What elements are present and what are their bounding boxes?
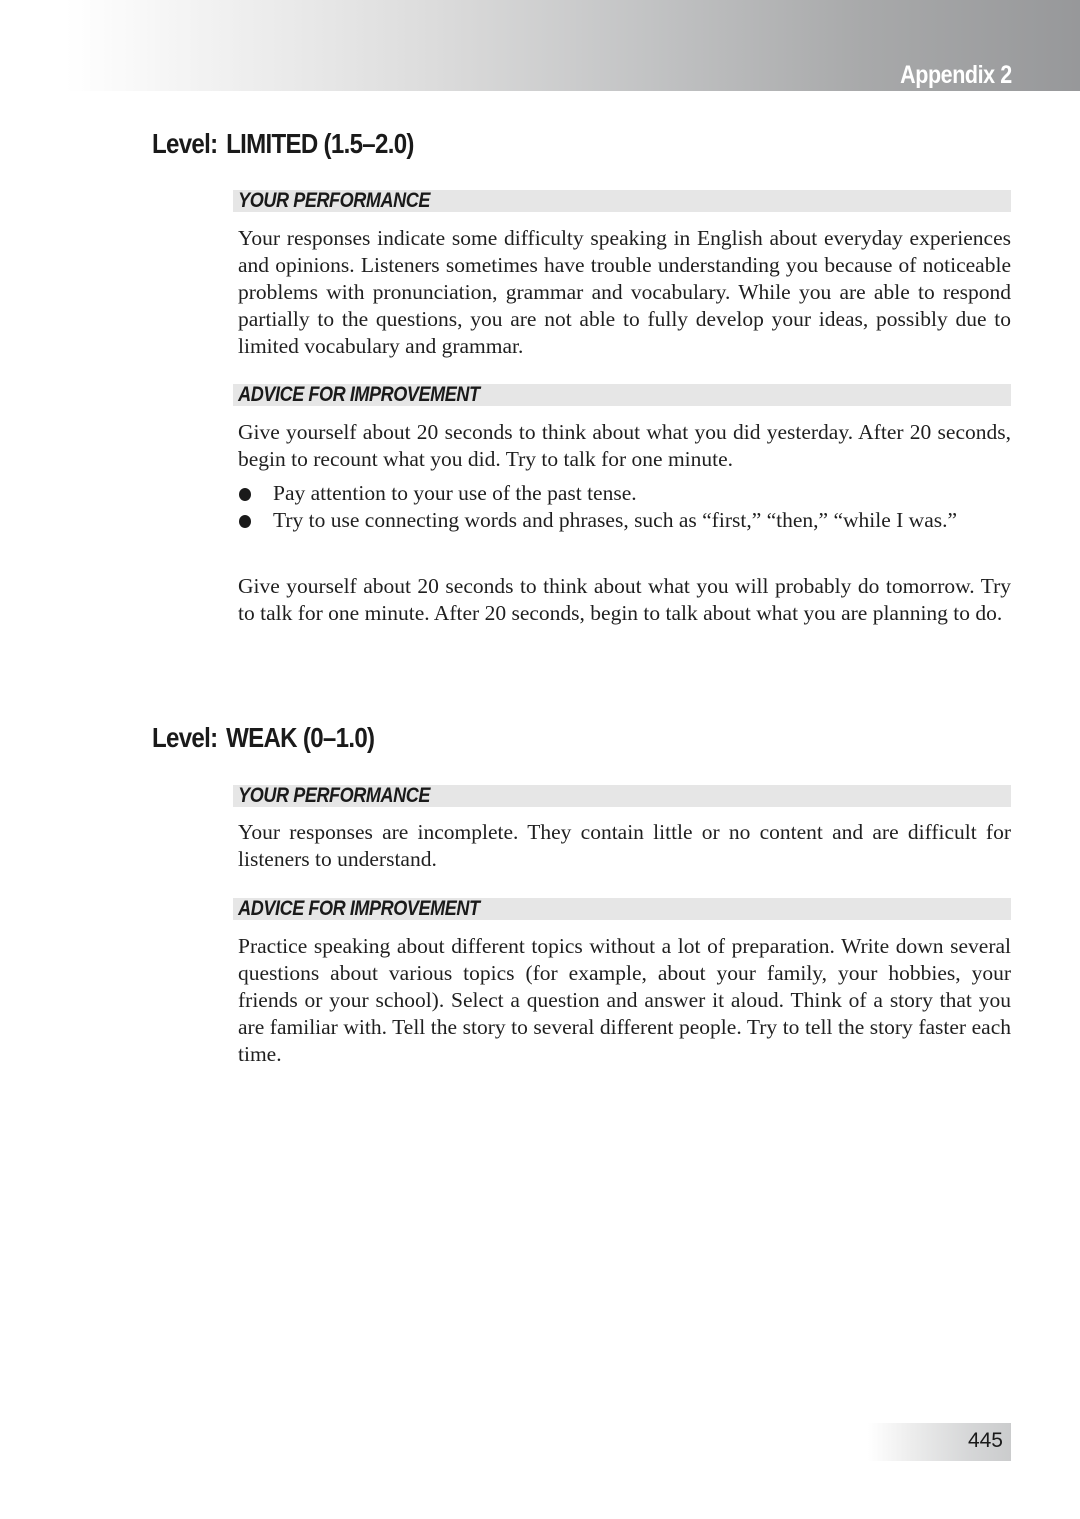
performance-text: Your responses are incomplete. They contain little or no content and are difficult for listeners to understand. bbox=[238, 820, 1011, 871]
section-heading-text: YOUR PERFORMANCE bbox=[238, 189, 430, 212]
bullet-text: Try to use connecting words and phrases, such as “first,” “then,” “while I was.” bbox=[273, 508, 958, 532]
advice-intro-text: Give yourself about 20 seconds to think about what you did yesterday. After 20 seconds, begin to recount what you did. Try to talk for one minute. bbox=[238, 420, 1011, 471]
level-label: Level: bbox=[152, 722, 218, 753]
bullet-icon bbox=[239, 488, 251, 501]
section-heading-text: YOUR PERFORMANCE bbox=[238, 784, 430, 807]
header-band bbox=[0, 0, 1080, 91]
section-heading-your-performance bbox=[233, 190, 1011, 212]
section-heading-advice bbox=[233, 384, 1011, 406]
level-heading-weak bbox=[152, 721, 374, 755]
page-number-box bbox=[868, 1423, 1011, 1461]
section-heading-advice bbox=[233, 898, 1011, 920]
list-item bbox=[238, 507, 973, 534]
bullet-icon bbox=[239, 515, 251, 528]
list-item bbox=[238, 480, 973, 507]
running-header-title: Appendix 2 bbox=[900, 61, 1012, 89]
bullet-text: Pay attention to your use of the past tense. bbox=[273, 481, 637, 505]
performance-text: Your responses indicate some difficulty speaking in English about everyday experiences and opinions. Listeners sometimes have trouble understanding you because of noticeable problems with pronunciation, grammar and vocabulary. While you are able to respond partially to the questions, you are not able to fully develop your ideas, possibly due to limited vocabulary and grammar. bbox=[238, 226, 1011, 358]
level-name: WEAK (0–1.0) bbox=[226, 722, 375, 753]
level-label: Level: bbox=[152, 128, 218, 159]
section-heading-text: ADVICE FOR IMPROVEMENT bbox=[238, 897, 480, 920]
level-name: LIMITED (1.5–2.0) bbox=[226, 128, 414, 159]
advice-bullet-list bbox=[238, 480, 1011, 534]
section-heading-text: ADVICE FOR IMPROVEMENT bbox=[238, 383, 480, 406]
section-heading-your-performance bbox=[233, 785, 1011, 807]
advice-intro-text: Practice speaking about different topics without a lot of preparation. Write down several questions about various topics (for example, about your family, your hobbies, your friends or your school). Select a question and answer it aloud. Think of a story that you are familiar with. Tell the story to several different people. Try to tell the story faster each time. bbox=[238, 934, 1011, 1066]
level-heading-limited bbox=[152, 127, 414, 161]
advice-outro-text: Give yourself about 20 seconds to think about what you will probably do tomorrow. Try to talk for one minute. After 20 seconds, begin to talk about what you are planning to do. bbox=[238, 574, 1011, 625]
page-number: 445 bbox=[967, 1429, 1003, 1452]
